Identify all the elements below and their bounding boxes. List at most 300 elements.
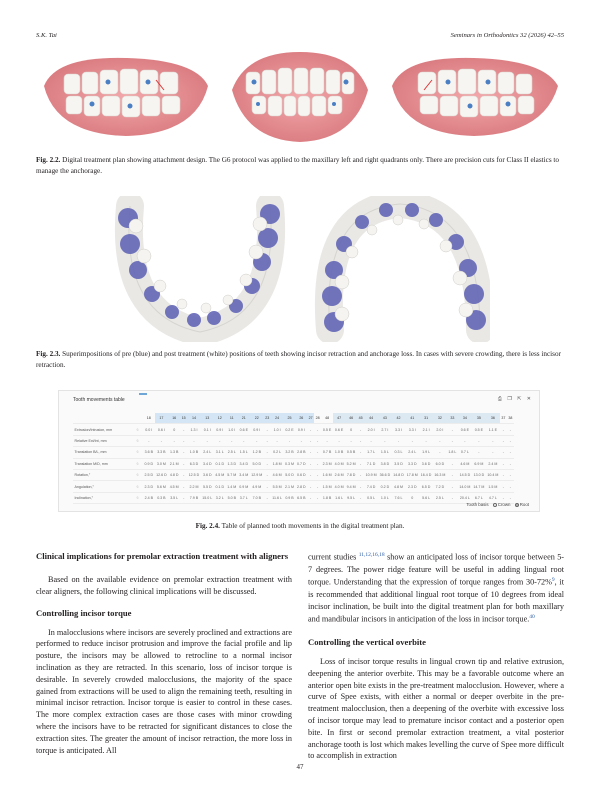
crown-label: Crown	[497, 502, 511, 507]
table-cell: -	[357, 435, 364, 446]
tooth-header-33: 33	[447, 413, 458, 424]
section-heading-clinical-implications: Clinical implications for premolar extraction treatment with aligners	[36, 551, 289, 561]
table-cell: -	[250, 435, 264, 446]
print-icon[interactable]: ⎙	[497, 396, 504, 402]
table-cell: 2.3 D	[405, 481, 419, 492]
tooth-header-46: 46	[345, 413, 357, 424]
text-run: , it is recommended that additional lingual root torque of 10 degrees from ideal incisor inclination, be built into the digital treatment plan for both maxillary and mandibular incisors in anticipation of the loss in incisor torque.	[308, 578, 564, 625]
table-cell: -	[447, 435, 458, 446]
table-cell: 5.5 D	[201, 481, 214, 492]
table-cell: -	[314, 492, 321, 503]
citation-link[interactable]: 11,12,16,18	[358, 552, 385, 558]
tooth-header-17: 17	[155, 413, 169, 424]
figure-2-2-caption	[36, 155, 564, 176]
tooth-header-23: 23	[264, 413, 271, 424]
table-cell: -	[264, 458, 271, 469]
table-cell: -	[307, 435, 314, 446]
table-cell: 0.9 B	[284, 492, 296, 503]
table-cell: -	[500, 447, 507, 458]
table-cell: -	[264, 492, 271, 503]
table-cell: 17.8 M	[405, 469, 419, 480]
table-cell: 6.3 D	[187, 458, 201, 469]
table-cell: 1.9 L	[419, 447, 433, 458]
table-cell: -	[507, 481, 514, 492]
table-cell: 1.3 B	[168, 447, 180, 458]
table-cell: 3.5 L	[168, 492, 180, 503]
table-cell: -	[180, 469, 187, 480]
tooth-header-11: 11	[226, 413, 238, 424]
table-cell: 1.4 M	[226, 481, 238, 492]
table-cell: 1.0 L	[378, 492, 392, 503]
table-cell: 5.2 M	[345, 458, 357, 469]
table-cell: 0	[345, 424, 357, 435]
table-cell: 0.9 I	[250, 424, 264, 435]
table-cell: 1.3 D	[226, 458, 238, 469]
table-cell: 1.3 I	[187, 424, 201, 435]
table-title: Tooth movements table	[73, 397, 125, 403]
table-cell: 2.4 L	[201, 447, 214, 458]
intro-paragraph: Based on the available evidence on premolar extraction treatment with clear aligners, the following clinical implications will be discussed.	[36, 575, 292, 596]
table-cell: 5.0 D	[284, 469, 296, 480]
export-icon[interactable]: ⇱	[517, 396, 524, 402]
tooth-header-24: 24	[271, 413, 284, 424]
table-cell: -	[357, 424, 364, 435]
figure-2-3-text: Superimpositions of pre (blue) and post treatment (white) positions of teeth showing incisor retraction and anchorage loss. In cases with severe crowding, there is less incisor retraction.	[36, 350, 561, 369]
table-cell: 1.6 L	[333, 492, 345, 503]
table-cell: -	[214, 435, 226, 446]
table-cell: -	[507, 469, 514, 480]
table-cell: 11.6 L	[271, 492, 284, 503]
tooth-header-28: 28	[314, 413, 321, 424]
table-cell: -	[180, 492, 187, 503]
table-cell: 1.8 L	[447, 447, 458, 458]
table-toolbar	[498, 396, 533, 402]
table-cell: 2.7 I	[378, 424, 392, 435]
text-run: show an anticipated loss of incisor torque between 5-7 degrees. The power ridge feature will be useful in adding lingual root torque. Understanding that the expression of torque ranges from 30-72%	[308, 552, 565, 588]
table-cell: 3.5 D	[392, 458, 406, 469]
table-cell: 2.1 M	[168, 458, 180, 469]
table-cell: -	[392, 435, 406, 446]
table-cell: 2.3 D	[143, 481, 155, 492]
table-cell: 3.3 I	[405, 424, 419, 435]
table-cell: 2.4 M	[486, 458, 500, 469]
tooth-glyph-icon: ♧	[132, 481, 143, 492]
table-cell: 2.4 L	[405, 447, 419, 458]
table-cell: -	[472, 435, 486, 446]
row-label: Rotation,°	[73, 469, 132, 480]
tooth-header-15: 15	[180, 413, 187, 424]
table-cell: -	[314, 424, 321, 435]
figure-2-2-text: Digital treatment plan showing attachment design. The G6 protocol was applied to the maxillary left and right quadrants only. There are precision cuts for Class II elastics to manage the anchorage.	[36, 156, 560, 175]
crown-radio[interactable]	[493, 503, 497, 507]
table-cell: -	[180, 435, 187, 446]
table-cell: 36.6 D	[378, 469, 392, 480]
table-cell: 3.4 D	[238, 458, 250, 469]
tooth-header-21: 21	[238, 413, 250, 424]
torque-continuation-paragraph	[308, 550, 564, 626]
table-cell: -	[314, 435, 321, 446]
table-cell: 0.5 B	[345, 447, 357, 458]
tooth-glyph-icon: ♧	[132, 424, 143, 435]
table-cell: -	[433, 447, 447, 458]
table-cell: 0.1 D	[214, 481, 226, 492]
figure-2-3	[110, 196, 490, 342]
table-cell: 5.0 B	[226, 492, 238, 503]
table-cell: -	[500, 481, 507, 492]
table-cell: -	[433, 435, 447, 446]
table-cell: -	[357, 481, 364, 492]
table-cell: -	[500, 492, 507, 503]
table-cell: 5.0 D	[250, 458, 264, 469]
table-cell: 3.6 B	[143, 447, 155, 458]
table-cell: -	[307, 481, 314, 492]
copy-icon[interactable]: ❐	[507, 396, 514, 402]
table-cell: -	[307, 424, 314, 435]
table-row	[73, 424, 514, 435]
tooth-glyph-icon: ♧	[132, 435, 143, 446]
tooth-glyph-icon: ♧	[132, 458, 143, 469]
table-cell: -	[472, 447, 486, 458]
table-cell: 2.5 L	[433, 492, 447, 503]
running-header-author: S.K. Tai	[36, 32, 57, 39]
table-cell: 4.5 M	[214, 469, 226, 480]
right-lateral-view	[44, 58, 208, 136]
table-cell: -	[357, 492, 364, 503]
table-cell: -	[314, 458, 321, 469]
table-cell: -	[314, 447, 321, 458]
table-cell: 3.2 B	[284, 447, 296, 458]
figure-2-4-caption	[36, 521, 564, 532]
section-heading-incisor-torque: Controlling incisor torque	[36, 607, 132, 618]
table-cell: -	[507, 435, 514, 446]
table-cell: 13.0 D	[472, 469, 486, 480]
table-cell: -	[321, 435, 333, 446]
table-cell: 3.4 M	[238, 469, 250, 480]
table-cell: 4.0 M	[333, 458, 345, 469]
arch-right	[322, 203, 486, 332]
table-cell: -	[264, 481, 271, 492]
table-cell: -	[357, 458, 364, 469]
tab-indicator	[139, 393, 147, 395]
section-heading-vertical-overbite: Controlling the vertical overbite	[308, 636, 426, 647]
tooth-header-14: 14	[187, 413, 201, 424]
tooth-glyph-icon: ♧	[132, 492, 143, 503]
row-label: Inclination,°	[73, 492, 132, 503]
table-cell: 0.6 E	[458, 424, 472, 435]
table-cell: 3.6 D	[201, 469, 214, 480]
table-cell: -	[143, 435, 155, 446]
table-cell: -	[486, 447, 500, 458]
table-cell: 0.2 D	[378, 481, 392, 492]
figure-2-2-image	[36, 46, 564, 146]
tooth-header-32: 32	[433, 413, 447, 424]
table-cell: 0.1 I	[201, 424, 214, 435]
table-cell: -	[357, 469, 364, 480]
table-cell: 10.9 M	[364, 469, 378, 480]
table-cell: -	[180, 458, 187, 469]
table-cell: 10.4 M	[486, 469, 500, 480]
table-row	[73, 481, 514, 492]
table-row	[73, 492, 514, 503]
table-cell: 2.0 I	[433, 424, 447, 435]
table-cell: 7.6 L	[392, 492, 406, 503]
table-cell: -	[307, 447, 314, 458]
table-cell: -	[405, 435, 419, 446]
table-cell: -	[314, 469, 321, 480]
table-cell: -	[187, 435, 201, 446]
table-cell: 15.0 L	[201, 492, 214, 503]
table-cell: 12.6 D	[155, 469, 169, 480]
table-cell: 4.8 M	[392, 481, 406, 492]
table-cell: 14.7 M	[472, 481, 486, 492]
table-cell: 1.8 M	[271, 458, 284, 469]
table-cell: 0.3 B	[155, 492, 169, 503]
tooth-header-34: 34	[458, 413, 472, 424]
table-cell: 4.5 M	[168, 481, 180, 492]
table-cell: 2.3 M	[321, 458, 333, 469]
table-cell: 0.2 L	[271, 447, 284, 458]
table-row	[73, 435, 514, 446]
row-label: Translation M/D, mm	[73, 458, 132, 469]
table-cell: 0.7 D	[296, 458, 308, 469]
table-cell: -	[419, 435, 433, 446]
table-cell: -	[500, 435, 507, 446]
left-column	[36, 550, 292, 756]
table-cell: 4.6 M	[271, 469, 284, 480]
table-cell: 1.6 M	[321, 469, 333, 480]
tooth-header-27: 27	[307, 413, 314, 424]
table-cell: 2.2 M	[187, 481, 201, 492]
citation-link[interactable]: 9	[551, 577, 555, 584]
right-column	[308, 550, 564, 762]
figure-2-3-caption	[36, 349, 564, 370]
tooth-header-36: 36	[486, 413, 500, 424]
tooth-header-13: 13	[201, 413, 214, 424]
table-cell: -	[357, 447, 364, 458]
table-cell: -	[307, 492, 314, 503]
tooth-header-35: 35	[472, 413, 486, 424]
table-cell: 3.3 D	[405, 458, 419, 469]
table-row	[73, 469, 514, 480]
table-cell: 2.8 D	[296, 481, 308, 492]
table-cell: 0.7 B	[321, 447, 333, 458]
table-cell: -	[378, 435, 392, 446]
table-cell: 1.0 B	[333, 447, 345, 458]
table-cell: -	[264, 447, 271, 458]
table-cell: 0.9 M	[238, 481, 250, 492]
table-cell: 0.9 I	[296, 424, 308, 435]
table-row	[73, 447, 514, 458]
table-cell: -	[458, 435, 472, 446]
tooth-header-47: 47	[333, 413, 345, 424]
tooth-glyph-icon: ♧	[132, 469, 143, 480]
table-cell: 1.7 L	[364, 447, 378, 458]
tooth-basis-label: Tooth basis	[466, 502, 489, 507]
table-cell: -	[447, 424, 458, 435]
table-cell: -	[500, 469, 507, 480]
table-cell: 0.9 I	[214, 424, 226, 435]
table-cell: -	[180, 424, 187, 435]
table-cell: 3.3 B	[155, 447, 169, 458]
running-header-journal: Seminars in Orthodontics 32 (2026) 42–55	[450, 32, 564, 39]
figure-2-2	[36, 46, 564, 146]
table-cell: -	[500, 424, 507, 435]
tooth-header-48: 48	[321, 413, 333, 424]
table-cell: 6.9 M	[472, 458, 486, 469]
citation-link[interactable]: 40	[529, 614, 535, 621]
figure-2-3-image	[110, 196, 490, 342]
figure-2-4-text: Table of planned tooth movements in the digital treatment plan.	[221, 522, 405, 530]
tooth-header-18: 18	[143, 413, 155, 424]
table-cell: -	[507, 424, 514, 435]
table-cell: 0.5 E	[472, 424, 486, 435]
table-cell: -	[271, 435, 284, 446]
table-cell: 9.4 M	[345, 481, 357, 492]
table-cell: 2.1 M	[284, 481, 296, 492]
table-cell: 3.1 L	[214, 447, 226, 458]
table-cell: 16.4 D	[419, 469, 433, 480]
tooth-header-12: 12	[214, 413, 226, 424]
table-cell: 2.5 D	[143, 469, 155, 480]
left-lateral-view	[392, 58, 558, 136]
table-cell: 0	[405, 492, 419, 503]
tooth-header-26: 26	[296, 413, 308, 424]
table-cell: 14.5 D	[458, 469, 472, 480]
table-cell: 1.0 I	[271, 424, 284, 435]
table-cell: 0.5 E	[321, 424, 333, 435]
table-cell: -	[307, 469, 314, 480]
table-cell: 2.4 B	[143, 492, 155, 503]
table-cell: 0.7 L	[458, 447, 472, 458]
table-cell: -	[307, 458, 314, 469]
tooth-header-38: 38	[507, 413, 514, 424]
table-cell: -	[264, 469, 271, 480]
tooth-header-41: 41	[405, 413, 419, 424]
table-cell: 3.0 M	[155, 458, 169, 469]
table-cell: 2.5 L	[226, 447, 238, 458]
table-cell: 4.8 D	[168, 469, 180, 480]
table-cell: 16.3 M	[433, 469, 447, 480]
table-cell: 12.9 M	[250, 469, 264, 480]
table-cell: 0.2 E	[284, 424, 296, 435]
table-cell: 1.0 I	[226, 424, 238, 435]
row-label: Translation B/L, mm	[73, 447, 132, 458]
table-cell: -	[447, 469, 458, 480]
tooth-header-25: 25	[284, 413, 296, 424]
table-cell: 0.6 I	[155, 424, 169, 435]
table-cell: 7.4 D	[364, 481, 378, 492]
table-cell: 0.6 E	[238, 424, 250, 435]
tooth-basis-toggle	[466, 502, 529, 507]
table-cell: 3.2 L	[214, 492, 226, 503]
tooth-header-22: 22	[250, 413, 264, 424]
table-cell: 5.5 M	[271, 481, 284, 492]
table-cell: 7.8 D	[345, 469, 357, 480]
text-run: current studies	[308, 552, 357, 562]
table-cell: -	[264, 424, 271, 435]
table-cell: 3.3 I	[392, 424, 406, 435]
table-cell: 1.5 M	[486, 481, 500, 492]
tooth-header-16: 16	[168, 413, 180, 424]
table-cell: -	[238, 435, 250, 446]
table-cell: -	[364, 435, 378, 446]
vertical-overbite-paragraph: Loss of incisor torque results in lingual crown tip and relative extrusion, deepening the anterior overbite. This may be a favorable outcome where an anterior open bite exists in the pre-treatment malocclusion. However, where a curve of Spee exists, with either a normal or deeper overbite in the pre-treatment malocclusion, then a deepening of the overbite with excessive loss of incisor torque may lead to premature incisor contact and a posterior open bite. In first or second premolar extraction treatment, a vital posterior anchorage tooth is lost which makes levelling the curve of Spee more difficult to accomplish in extraction	[308, 656, 564, 761]
table-cell: 2.1 I	[419, 424, 433, 435]
table-cell: 1.1 E	[486, 424, 500, 435]
incisor-torque-paragraph: In malocclusions where incisors are severely proclined and extractions are performed to reduce incisor protrusion and improve the facial profile and lip posture, the incisors may be allowed to retrocline to a normal incisor inclination as they are retracted. In this scenario, loss of incisor torque is desirable. In severely crowded malocclusions, the majority of the space gained from extractions will be used to align the remaining teeth, resulting in minimal incisor retraction. Incisor torque is easier to control in these cases. The more complex extraction cases are those cases with minor crowding where the incisors have to be retracted for significant distances to close the extraction sites. The greater the amount of incisor retraction, the more loss in torque is anticipated. All	[36, 627, 292, 755]
tooth-header-31: 31	[419, 413, 433, 424]
table-cell: 0.6 D	[296, 469, 308, 480]
table-cell: 1.0 B	[187, 447, 201, 458]
table-cell: 4.6 M	[458, 458, 472, 469]
table-cell: 0.3 M	[284, 458, 296, 469]
table-cell: 1.5 M	[321, 481, 333, 492]
page-number: 47	[296, 763, 304, 771]
tooth-header-42: 42	[392, 413, 406, 424]
table-cell: 0.3 L	[392, 447, 406, 458]
table-cell: 6.7 L	[472, 492, 486, 503]
table-cell: -	[447, 481, 458, 492]
table-cell: 1.2 B	[250, 447, 264, 458]
table-cell: 3.4 D	[201, 458, 214, 469]
table-cell: -	[333, 435, 345, 446]
table-cell: 5.6 L	[419, 492, 433, 503]
table-cell: 7.1 D	[364, 458, 378, 469]
frontal-view	[232, 52, 368, 142]
table-cell: 2.8 B	[296, 447, 308, 458]
tooth-movements-table-panel	[58, 390, 540, 512]
table-cell: 12.5 D	[187, 469, 201, 480]
table-cell: 7.2 D	[433, 481, 447, 492]
table-row	[73, 458, 514, 469]
table-cell: 1.5 L	[238, 447, 250, 458]
table-cell: 7.0 B	[250, 492, 264, 503]
table-cell: -	[284, 435, 296, 446]
table-cell: -	[447, 458, 458, 469]
table-cell: 3.8 D	[378, 458, 392, 469]
tooth-header-44: 44	[364, 413, 378, 424]
table-cell: -	[486, 435, 500, 446]
table-cell: -	[345, 435, 357, 446]
figure-2-3-label: Fig. 2.3.	[36, 350, 61, 358]
table-cell: -	[226, 435, 238, 446]
table-cell: -	[507, 447, 514, 458]
tooth-header-37: 37	[500, 413, 507, 424]
table-cell: -	[180, 447, 187, 458]
close-icon[interactable]: ✕	[526, 396, 533, 402]
tooth-movements-table	[73, 413, 514, 504]
table-cell: -	[507, 458, 514, 469]
table-cell: -	[447, 492, 458, 503]
root-radio[interactable]	[515, 503, 519, 507]
table-cell: -	[296, 435, 308, 446]
table-cell: 1.5 L	[378, 447, 392, 458]
table-cell: 0.6 E	[333, 424, 345, 435]
tooth-header-45: 45	[357, 413, 364, 424]
table-cell: 0.1 D	[214, 458, 226, 469]
table-cell: 4.9 M	[250, 481, 264, 492]
row-label: Relative Ext/Int, mm	[73, 435, 132, 446]
root-label: Root	[519, 502, 529, 507]
table-cell: 3.6 D	[419, 458, 433, 469]
table-cell: 1.8 B	[321, 492, 333, 503]
table-cell: -	[168, 435, 180, 446]
table-cell: 6.5 B	[296, 492, 308, 503]
table-cell: 6.5 D	[419, 481, 433, 492]
table-cell: 9.5 L	[345, 492, 357, 503]
table-cell: 7.9 B	[187, 492, 201, 503]
table-cell: -	[155, 435, 169, 446]
